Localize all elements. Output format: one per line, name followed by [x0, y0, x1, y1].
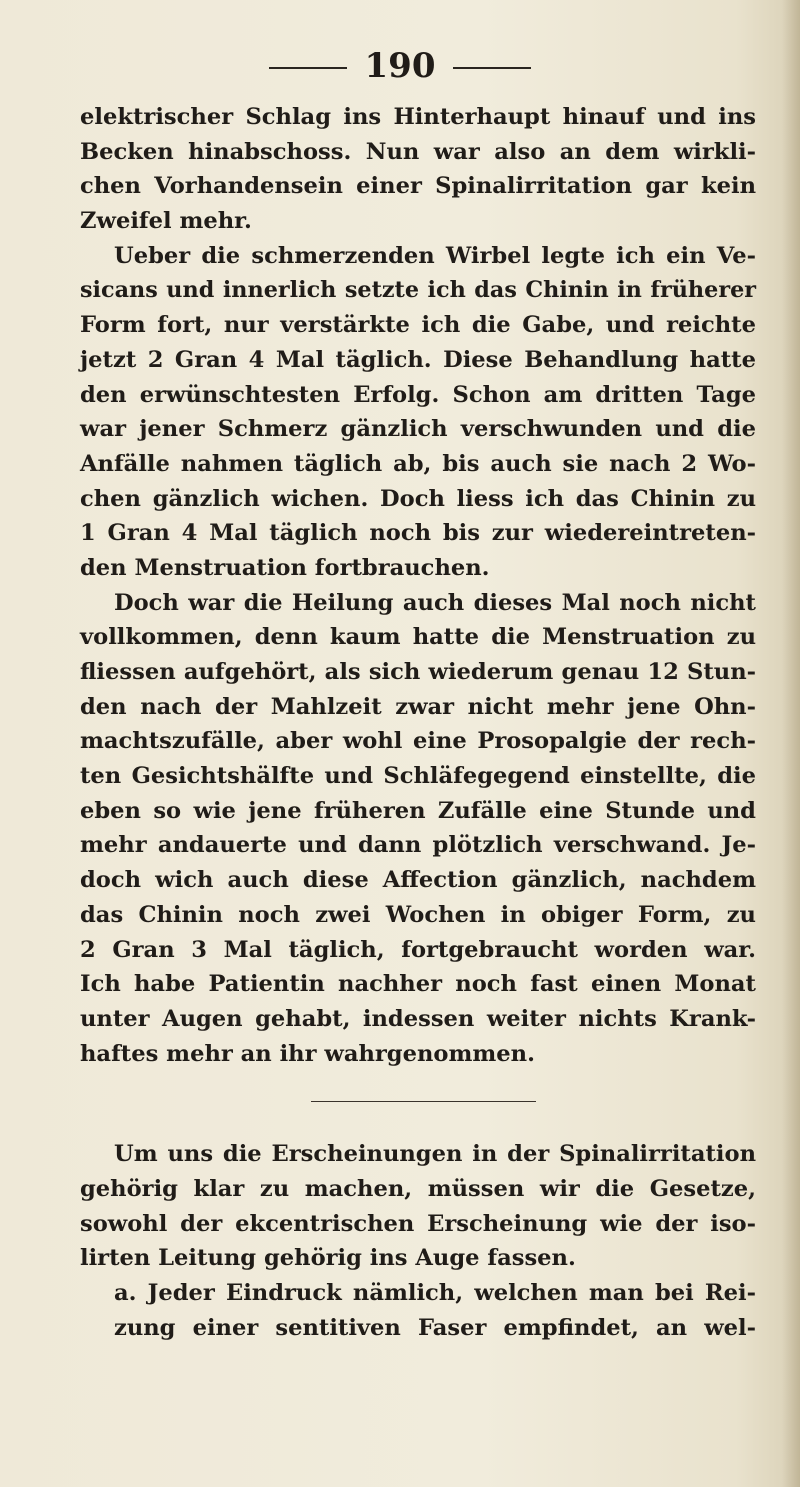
text-line: gehörig klar zu machen, müssen wir die Gesetze,	[80, 1175, 756, 1202]
text-line: den nach der Mahlzeit zwar nicht mehr jene Ohn-	[80, 693, 756, 720]
text-line: vollkommen, denn kaum hatte die Menstruation zu	[80, 624, 756, 651]
text-line: Ich habe Patientin nachher noch fast einen Monat	[80, 971, 756, 998]
page-header	[0, 46, 800, 86]
paragraph-4	[80, 1137, 756, 1276]
page-edge-shadow	[782, 0, 800, 1487]
text-line: war jener Schmerz gänzlich verschwunden und die	[80, 416, 756, 443]
text-line: haftes mehr an ihr wahrgenommen.	[80, 1040, 535, 1067]
section-separator	[80, 1071, 756, 1137]
text-line: ten Gesichtshälfte und Schläfegegend einstellte, die	[80, 763, 756, 790]
paragraph-5	[80, 1276, 756, 1345]
text-line: Becken hinabschoss. Nun war also an dem wirkli-	[80, 138, 756, 165]
text-line: jetzt 2 Gran 4 Mal täglich. Diese Behandlung hatte	[80, 346, 756, 373]
text-line: chen gänzlich wichen. Doch liess ich das Chinin zu	[80, 485, 756, 512]
paragraph-2	[80, 239, 756, 586]
text-line: Doch war die Heilung auch dieses Mal noch nicht	[114, 589, 756, 616]
header-rule-right	[453, 67, 531, 69]
text-line: elektrischer Schlag ins Hinterhaupt hinauf und ins	[80, 104, 756, 130]
text-line: mehr andauerte und dann plötzlich verschwand. Je-	[80, 832, 756, 859]
text-line: den Menstruation fortbrauchen.	[80, 554, 490, 581]
page-number: 190	[364, 46, 436, 86]
text-line: a. Jeder Eindruck nämlich, welchen man bei Rei-	[114, 1280, 756, 1306]
text-line: lirten Leitung gehörig ins Auge fassen.	[80, 1245, 576, 1272]
text-line: machtszufälle, aber wohl eine Prosopalgie der rech-	[80, 728, 756, 755]
text-line: chen Vorhandensein einer Spinalirritation gar kein	[80, 173, 756, 200]
text-line: 2 Gran 3 Mal täglich, fortgebraucht worden war.	[80, 936, 756, 963]
text-line: zung einer sentitiven Faser empfindet, an wel-	[114, 1314, 756, 1341]
text-line: das Chinin noch zwei Wochen in obiger Form, zu	[80, 901, 756, 928]
text-line: fliessen aufgehört, als sich wiederum genau 12 Stun-	[80, 659, 756, 685]
header-rule-left	[269, 67, 347, 69]
text-line: 1 Gran 4 Mal täglich noch bis zur wiedereintreten-	[80, 520, 756, 547]
separator-rule	[311, 1101, 536, 1102]
text-line: Um uns die Erscheinungen in der Spinalirritation	[114, 1141, 756, 1168]
paragraph-1	[80, 100, 756, 239]
body-text	[80, 100, 756, 1345]
text-line: unter Augen gehabt, indessen weiter nichts Krank-	[80, 1005, 756, 1032]
text-line: Zweifel mehr.	[80, 208, 252, 235]
text-line: Anfälle nahmen täglich ab, bis auch sie nach 2 Wo-	[80, 450, 756, 477]
text-line: sowohl der ekcentrischen Erscheinung wie der iso-	[80, 1210, 756, 1237]
text-line: Ueber die schmerzenden Wirbel legte ich ein Ve-	[114, 242, 756, 269]
text-line: sicans und innerlich setzte ich das Chinin in früherer	[80, 277, 756, 304]
text-line: den erwünschtesten Erfolg. Schon am dritten Tage	[80, 381, 756, 408]
paragraph-3	[80, 586, 756, 1072]
text-line: eben so wie jene früheren Zufälle eine Stunde und	[80, 797, 756, 824]
text-line: doch wich auch diese Affection gänzlich, nachdem	[80, 867, 756, 894]
text-line: Form fort, nur verstärkte ich die Gabe, und reichte	[80, 312, 756, 339]
